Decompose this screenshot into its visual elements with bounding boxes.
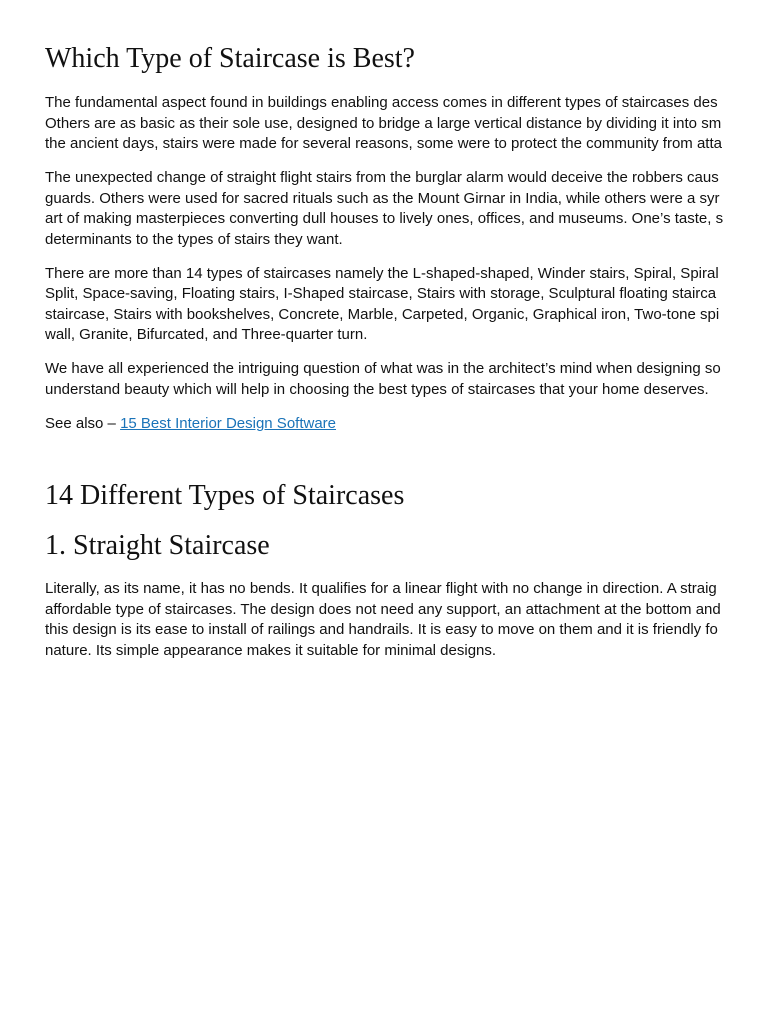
paragraph-line: guards. Others were used for sacred rituals such as the Mount Girnar in India, while others were a syr [45, 189, 720, 207]
paragraph-line: The unexpected change of straight flight stairs from the burglar alarm would deceive the robbers caus [45, 169, 719, 186]
paragraph-line: understand beauty which will help in choosing the best types of staircases that your home deserves. [45, 380, 709, 398]
paragraph-line: Others are as basic as their sole use, designed to bridge a large vertical distance by dividing it into sm [45, 114, 722, 132]
see-also [45, 414, 733, 435]
paragraph-line: art of making masterpieces converting dull houses to lively ones, offices, and museums. One’s taste, s [45, 210, 724, 227]
paragraph-line: the ancient days, stairs were made for several reasons, some were to protect the community from atta [45, 135, 722, 152]
paragraph-line: nature. Its simple appearance makes it suitable for minimal designs. [45, 641, 497, 659]
see-also-prefix: See also – [45, 414, 121, 432]
section-heading: 14 Different Types of Staircases [45, 480, 405, 511]
paragraph-line: this design is its ease to install of railings and handrails. It is easy to move on them and it is friendly fo [45, 621, 718, 638]
sub-heading: 1. Straight Staircase [45, 530, 270, 561]
article-heading: Which Type of Staircase is Best? [45, 43, 415, 74]
paragraph-line: affordable type of staircases. The design does not need any support, an attachment at the bottom and [45, 600, 721, 618]
article-content [45, 40, 733, 675]
paragraph-architect [45, 359, 733, 400]
paragraph-line: We have all experienced the intriguing question of what was in the architect’s mind when designing so [45, 360, 721, 377]
paragraph-line: wall, Granite, Bifurcated, and Three-quarter turn. [45, 326, 368, 343]
see-also-link[interactable]: 15 Best Interior Design Software [120, 414, 337, 432]
paragraph-line: Literally, as its name, it has no bends. It qualifies for a linear flight with no change in direction. A straig [45, 580, 717, 597]
paragraph-history [45, 168, 733, 250]
paragraph-line: Split, Space-saving, Floating stairs, I-Shaped staircase, Stairs with storage, Sculptural floating stairca [45, 285, 717, 302]
paragraph-line: There are more than 14 types of staircases namely the L-shaped-shaped, Winder stairs, Spiral, Spiral [45, 264, 719, 282]
paragraph-types-list [45, 264, 733, 346]
paragraph-line: staircase, Stairs with bookshelves, Concrete, Marble, Carpeted, Organic, Graphical iron, Two-tone spi [45, 305, 720, 323]
paragraph-intro [45, 93, 733, 155]
paragraph-straight-staircase [45, 579, 733, 661]
paragraph-line: determinants to the types of stairs they want. [45, 230, 343, 248]
paragraph-line: The fundamental aspect found in buildings enabling access comes in different types of staircases des [45, 94, 718, 111]
